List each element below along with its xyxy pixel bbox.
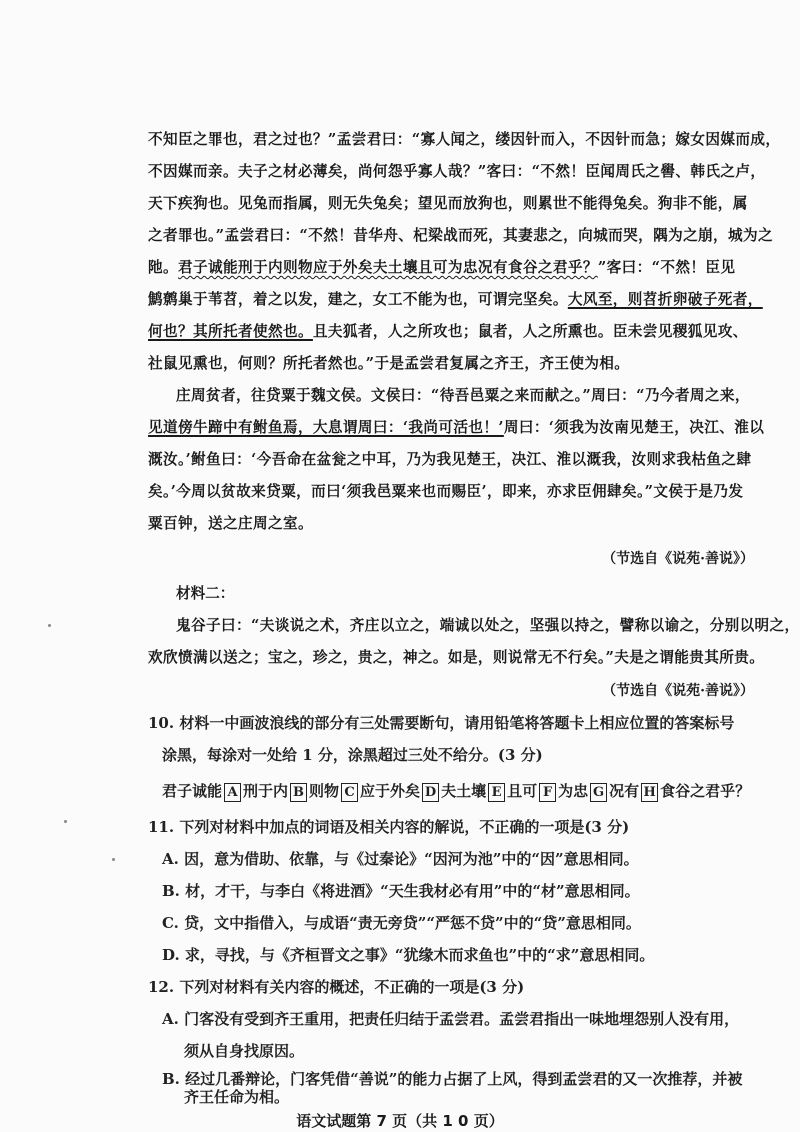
answer-box-g[interactable]: G — [590, 783, 607, 802]
sentence-segment: 为忠 — [558, 782, 589, 800]
text-line — [148, 288, 763, 309]
underlined-text: 大风至，则苕折卵破子死者， — [567, 291, 763, 308]
sentence-segment: 君子诚能 — [162, 782, 223, 800]
question-12-option-a[interactable]: A. 门客没有受到齐王重用，把责任归结于孟尝君。孟尝君指出一味地埋怨别人没有用， — [162, 1010, 740, 1028]
question-12-stem: 12. 下列对材料有关内容的概述，不正确的一项是(3 分) — [148, 978, 525, 996]
text-fragment: 且夫狐者，人之所攻也；鼠者，人之所熏也。臣未尝见稷狐见攻、 — [312, 323, 748, 340]
answer-box-h[interactable]: H — [641, 783, 658, 802]
question-10-stem: 涂黑，每涂对一处给 1 分，涂黑超过三处不给分。(3 分) — [162, 746, 543, 764]
scan-speck — [112, 858, 115, 861]
sentence-segment: 则物 — [309, 782, 340, 800]
question-11-option-d[interactable]: D. 求，寻找，与《齐桓晋文之事》“犹缘木而求鱼也”中的“求”意思相同。 — [162, 946, 655, 964]
text-line: 粟百钟，送之庄周之室。 — [148, 515, 313, 532]
underlined-text: 何也？其所托者使然也。 — [148, 323, 313, 340]
sentence-segment: 食谷之君乎？ — [660, 782, 751, 800]
sentence-segment: 刑于内 — [243, 782, 289, 800]
text-line: 之者罪也。”孟尝君曰：“不然！昔华舟、杞梁战而死，其妻悲之，向城而哭，隅为之崩，城为之 — [148, 227, 774, 244]
answer-box-b[interactable]: B — [290, 783, 307, 802]
text-line — [148, 416, 764, 437]
source-citation: （节选自《说苑·善说》） — [602, 551, 754, 567]
answer-box-f[interactable]: F — [539, 783, 556, 802]
text-fragment: 鹪鹩巢于苇苕，着之以发，建之，女工不能为也，可谓完坚矣。 — [148, 291, 568, 308]
question-12-option-b-cont: 齐王任命为相。 — [184, 1088, 290, 1106]
sentence-segment: 夫土壤 — [441, 782, 487, 800]
question-12-option-a-cont: 须从自身找原因。 — [184, 1042, 305, 1060]
sentence-segment: 应于外矣 — [360, 782, 421, 800]
text-line — [148, 320, 748, 341]
text-line — [148, 256, 735, 277]
answer-box-c[interactable]: C — [341, 783, 358, 802]
answer-box-a[interactable]: A — [224, 783, 241, 802]
sentence-segment: 况有 — [609, 782, 640, 800]
text-line: 欢欣愤满以送之；宝之，珍之，贵之，神之。如是，则说常无不行矣。”夫是之谓能贵其所贵。 — [148, 649, 765, 666]
text-fragment: 阤。 — [148, 259, 178, 276]
question-11-option-a[interactable]: A. 因，意为借助、依靠，与《过秦论》“因河为池”中的“因”意思相同。 — [162, 850, 639, 868]
text-line: 不因媒而亲。夫子之材必薄矣，尚何怨乎寡人哉？”客曰：“不然！臣闻周氏之嚳、韩氏之卢， — [148, 163, 766, 180]
text-line: 矣。’今周以贫故来贷粟，而曰‘须我邑粟来也而赐臣’，即来，亦求臣佣肆矣。”文侯于是乃发 — [148, 483, 744, 500]
question-10-stem: 10. 材料一中画波浪线的部分有三处需要断句，请用铅笔将答题卡上相应位置的答案标号 — [148, 714, 735, 732]
text-line: 不知臣之罪也，君之过也？”孟尝君曰：“寡人闻之，缕因针而入，不因针而急；嫁女因媒而成， — [148, 131, 781, 148]
question-12-option-b[interactable]: B. 经过几番辩论，门客凭借“善说”的能力占据了上风，得到孟尝君的又一次推荐，并被 — [162, 1070, 743, 1088]
text-line: 庄周贫者，往贷粟于魏文侯。文侯曰：“待吾邑粟之来而献之。”周曰：“乃今者周之来， — [176, 387, 750, 404]
section-heading: 材料二： — [176, 585, 235, 602]
scan-speck — [64, 820, 67, 823]
question-11-option-b[interactable]: B. 材，才干，与李白《将进酒》“天生我材必有用”中的“材”意思相同。 — [162, 882, 640, 900]
question-10-sentence — [162, 780, 750, 802]
scan-speck — [48, 624, 51, 627]
text-line: 鬼谷子曰：“夫谈说之术，齐庄以立之，端诚以处之，坚强以持之，譬称以谕之，分别以明之， — [176, 617, 800, 634]
answer-box-d[interactable]: D — [422, 783, 439, 802]
underlined-text: 见道傍牛蹄中有鲋鱼焉，大息谓周曰：‘我尚可活也！’ — [148, 419, 504, 436]
source-citation: （节选自《说苑·善说》） — [602, 683, 754, 699]
question-11-option-c[interactable]: C. 贷，文中指借入，与成语“责无旁贷”“严惩不贷”中的“贷”意思相同。 — [162, 914, 641, 932]
text-line: 天下疾狗也。见兔而指属，则无失兔矣；望见而放狗也，则累世不能得兔矣。狗非不能，属 — [148, 195, 748, 212]
text-line: 社鼠见熏也，何则？所托者然也。”于是孟尝君复属之齐王，齐王使为相。 — [148, 355, 630, 372]
page-footer: 语文试题第 7 页（共 1 0 页） — [296, 1112, 504, 1130]
sentence-segment: 且可 — [507, 782, 538, 800]
question-11-stem: 11. 下列对材料中加点的词语及相关内容的解说，不正确的一项是(3 分) — [148, 818, 630, 836]
wavy-underlined-text: 君子诚能刑于内则物应于外矣夫土壤且可为忠况有食谷之君乎？ — [178, 259, 598, 276]
text-fragment: 周曰：‘须我为汝南见楚王，决江、淮以 — [503, 419, 765, 436]
answer-box-e[interactable]: E — [488, 783, 505, 802]
text-fragment: ”客曰：“不然！臣见 — [597, 259, 736, 276]
text-line: 溉汝。’鲋鱼曰：‘今吾命在盆瓮之中耳，乃为我见楚王，决江、淮以溉我，汝则求我枯鱼之肆 — [148, 451, 752, 468]
